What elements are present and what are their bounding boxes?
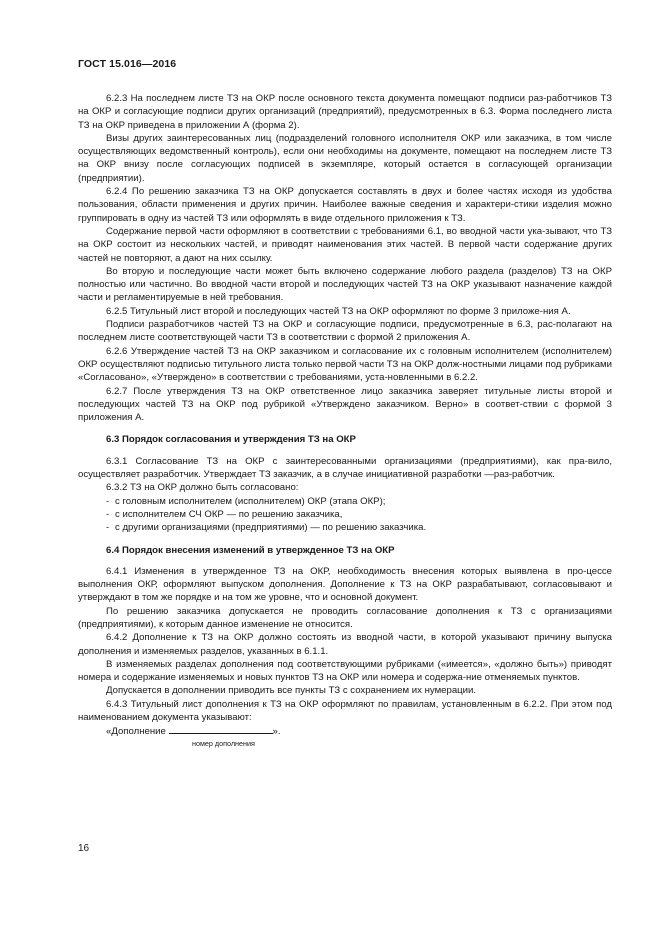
paragraph-6-3-1: 6.3.1 Согласование ТЗ на ОКР с заинтересованными организациями (предприятиями), как пра-вило, осуществляет разработчик. Утверждает ТЗ заказчик, а в случае инициативной разработки —раз-работчик.: [78, 455, 612, 481]
approval-list: [78, 495, 612, 535]
quote-close: ».: [272, 726, 281, 738]
paragraph-visas: Визы других заинтересованных лиц (подразделений головного исполнителя ОКР или заказчика, в том числе осуществляющих ведомственный контроль), если они необходимы на документе, помещают на последнем листе ТЗ на ОКР внизу после согласующих подписей в экземпляре, который остается в согласующей организации (предприятии).: [78, 132, 612, 184]
section-heading-6-4: 6.4 Порядок внесения изменений в утвержденное ТЗ на ОКР: [106, 544, 395, 556]
paragraph-6-4-3: 6.4.3 Титульный лист дополнения к ТЗ на ОКР оформляют по правилам, установленным в 6.2.2. При этом под наименованием документа указывают:: [78, 698, 612, 724]
section-heading-6-3: 6.3 Порядок согласования и утверждения ТЗ на ОКР: [106, 434, 356, 446]
paragraph-6-4-1: 6.4.1 Изменения в утвержденное ТЗ на ОКР, необходимость внесения которых выявлена в про-цессе выполнения ОКР, оформляют выпуском дополнения. Дополнение к ТЗ на ОКР разрабатывают, согласовывают и утверждают в том же порядке и на том же уровне, что и основной документ.: [78, 565, 612, 604]
list-item: [78, 508, 612, 521]
document-body: [78, 92, 612, 749]
paragraph-6-2-6: 6.2.6 Утверждение частей ТЗ на ОКР заказчиком и согласование их с головным исполнителем (исполнителем) ОКР осуществляют подписью титульного листа только первой части ТЗ на ОКР долж-ностными лицами под рубриками «Согласовано», «Утверждено» в соответствии с требованиями, уста-новленными в 6.2.2.: [78, 345, 612, 384]
paragraph-6-2-3: 6.2.3 На последнем листе ТЗ на ОКР после основного текста документа помещают подписи раз-работчиков ТЗ на ОКР и согласующие подписи других организаций (предприятий), предусмотренных в 6.3. Форма последнего листа ТЗ на ОКР приведена в приложении А (форма 2).: [78, 93, 612, 131]
paragraph-all-items: Допускается в дополнении приводить все пункты ТЗ с сохранением их нумерации.: [106, 685, 477, 697]
list-dash: -: [106, 495, 110, 507]
paragraph-changed-sections: В изменяемых разделах дополнения под соответствующими рубриками («имеется», «должно быть») приводят номера и содержание изменяемых и новых пунктов ТЗ на ОКР или номера и содержа-ние отменяемых пунктов.: [78, 658, 612, 684]
paragraph-6-2-7: 6.2.7 После утверждения ТЗ на ОКР ответственное лицо заказчика заверяет титульные листы второй и последующих частей ТЗ на ОКР под рубрикой «Утверждено заказчиком. Верно» в соответ-ствии с формой 3 приложения А.: [78, 385, 612, 424]
paragraph-first-part: Содержание первой части оформляют в соответствии с требованиями 6.1, во вводной части ука-зывают, что ТЗ на ОКР состоит из нескольких частей, и приводят наименования этих частей. В первой части содержание других частей не повторяют, а дают на них ссылку.: [78, 225, 612, 264]
paragraph-no-coordination: По решению заказчика допускается не проводить согласование дополнения к ТЗ с организациями (предприятиями), к которым данное изменение не относится.: [78, 605, 612, 630]
blank-caption: номер дополнения: [192, 738, 255, 748]
list-dash: -: [106, 508, 110, 520]
paragraph-6-2-5: 6.2.5 Титульный лист второй и последующих частей ТЗ на ОКР оформляют по форме 3 приложе-ния А.: [106, 305, 571, 317]
list-item-text: с исполнителем СЧ ОКР — по решению заказчика,: [115, 508, 343, 520]
page-number: 16: [78, 843, 90, 854]
list-item-text: с головным исполнителем (исполнителем) ОКР (этапа ОКР);: [115, 495, 386, 507]
addendum-title-line: [78, 724, 612, 738]
paragraph-6-3-2: 6.3.2 ТЗ на ОКР должно быть согласовано:: [106, 482, 299, 494]
list-item-text: с другими организациями (предприятиями) — по решению заказчика.: [115, 522, 427, 534]
document-header: ГОСТ 15.016—2016: [78, 58, 177, 70]
list-item: [78, 495, 612, 508]
paragraph-second-part: Во вторую и последующие части может быть включено содержание любого раздела (разделов) ТЗ на ОКР полностью или частично. Во вводной части второй и последующих частей ТЗ на ОКР указывают назначение каждой части и регламентируемые в ней требования.: [78, 265, 612, 304]
quote-open: «Дополнение: [106, 726, 169, 738]
paragraph-signatures: Подписи разработчиков частей ТЗ на ОКР и согласующие подписи, предусмотренные в 6.3, рас-полагают на последнем листе соответствующей части ТЗ в соответствии с формой 2 приложения А.: [78, 319, 612, 344]
paragraph-6-4-2: 6.4.2 Дополнение к ТЗ на ОКР должно состоять из вводной части, в которой указывают причину выпуска дополнения и изменяемых разделов, указанных в 6.1.1.: [78, 632, 612, 657]
blank-fill-line: [169, 724, 273, 734]
list-dash: -: [106, 522, 110, 534]
list-item: [78, 521, 612, 534]
paragraph-6-2-4: 6.2.4 По решению заказчика ТЗ на ОКР допускается составлять в двух и более частях исходя из удобства пользования, области применения и других причин. Наиболее важные сведения и характери-стики изделия можно группировать в одну из частей ТЗ или оформлять в виде отдельного приложения к ТЗ.: [78, 186, 612, 224]
